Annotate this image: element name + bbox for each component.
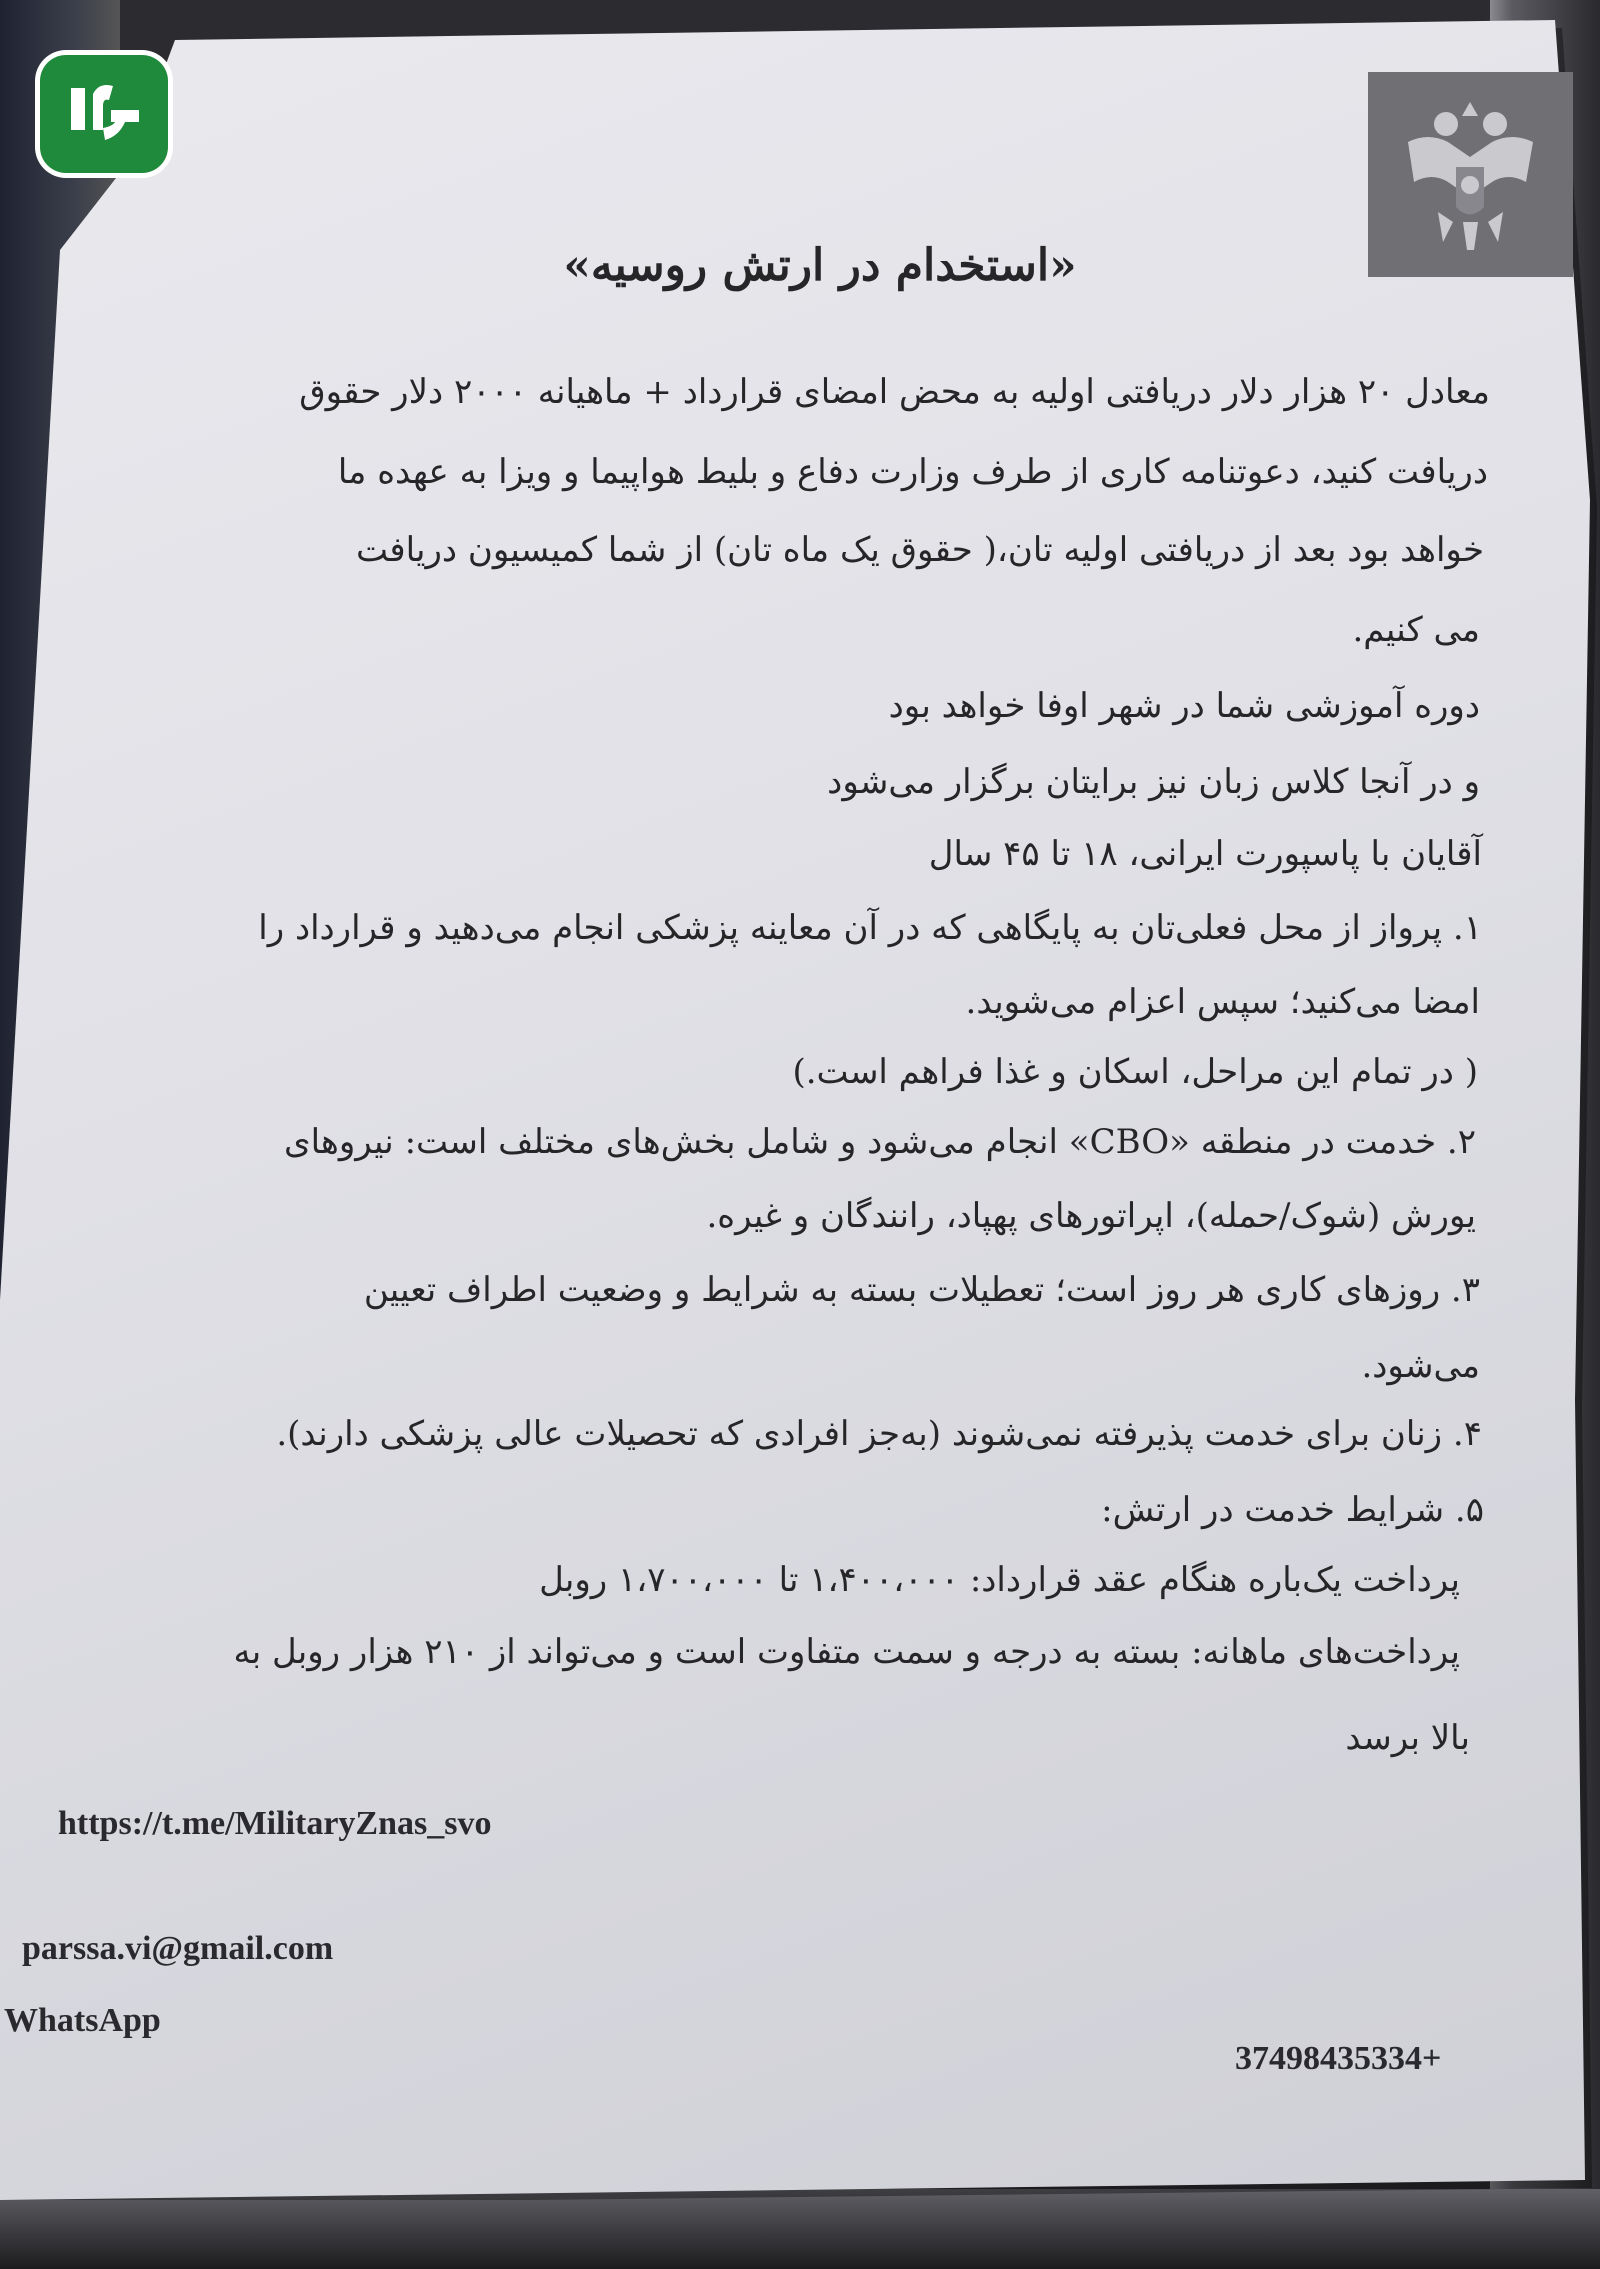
phone-number[interactable]: 37498435334+	[1235, 2040, 1442, 2077]
whatsapp-label: WhatsApp	[4, 2002, 161, 2039]
body-line: یورش (شوک/حمله)، اپراتورهای پهپاد، رانندگان و غیره.	[706, 1196, 1476, 1236]
document-title: «استخدام در ارتش روسیه»	[563, 240, 1077, 291]
body-line: پرداخت یک‌باره هنگام عقد قرارداد: ۱،۴۰۰،۰۰۰ تا ۱،۷۰۰،۰۰۰ روبل	[539, 1560, 1460, 1600]
body-line: خواهد بود بعد از دریافتی اولیه تان،( حقوق یک ماه تان) از شما کمیسیون دریافت	[356, 530, 1484, 570]
body-line: امضا می‌کنید؛ سپس اعزام می‌شوید.	[965, 982, 1480, 1022]
email-address[interactable]: parssa.vi@gmail.com	[22, 1930, 334, 1967]
list-item: ۳. روزهای کاری هر روز است؛ تعطیلات بسته به شرایط و وضعیت اطراف تعیین	[363, 1270, 1480, 1310]
telegram-link[interactable]: https://t.me/MilitaryZnas_svo	[58, 1805, 492, 1842]
body-line: دوره آموزشی شما در شهر اوفا خواهد بود	[888, 686, 1480, 726]
body-line: و در آنجا کلاس زبان نیز برایتان برگزار می‌شود	[827, 762, 1480, 802]
body-line: آقایان با پاسپورت ایرانی، ۱۸ تا ۴۵ سال	[928, 834, 1482, 874]
body-line: می‌شود.	[1361, 1346, 1480, 1386]
body-line: ( در تمام این مراحل، اسکان و غذا فراهم است.)	[792, 1052, 1478, 1092]
body-line: می کنیم.	[1352, 610, 1480, 650]
list-item: ۵. شرایط خدمت در ارتش:	[1101, 1490, 1484, 1530]
list-item: ۴. زنان برای خدمت پذیرفته نمی‌شوند (به‌جز افرادی که تحصیلات عالی پزشکی دارند).	[276, 1414, 1482, 1454]
body-line: پرداخت‌های ماهانه: بسته به درجه و سمت متفاوت است و می‌تواند از ۲۱۰ هزار روبل به	[233, 1632, 1460, 1672]
body-line: دریافت کنید، دعوتنامه کاری از طرف وزارت دفاع و بلیط هواپیما و ویزا به عهده ما	[337, 452, 1488, 492]
list-item: ۲. خدمت در منطقه «CBO» انجام می‌شود و شامل بخش‌های مختلف است: نیروهای	[283, 1122, 1476, 1162]
body-line: معادل ۲۰ هزار دلار دریافتی اولیه به محض امضای قرارداد + ماهیانه ۲۰۰۰ دلار حقوق	[299, 372, 1490, 412]
body-line: بالا برسد	[1345, 1718, 1470, 1758]
list-item: ۱. پرواز از محل فعلی‌تان به پایگاهی که در آن معاینه پزشکی انجام می‌دهید و قرارداد را	[258, 908, 1482, 948]
